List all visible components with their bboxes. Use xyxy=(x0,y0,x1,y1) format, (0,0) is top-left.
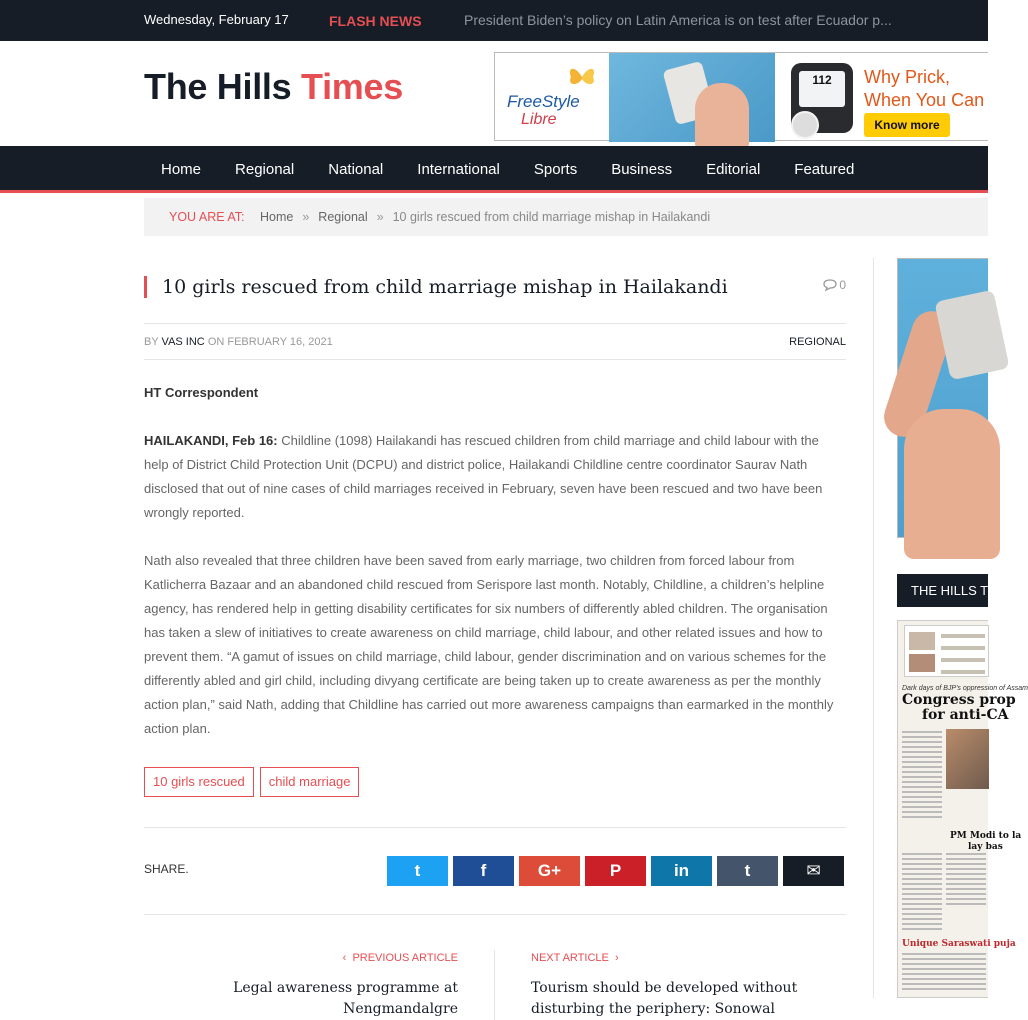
epaper-text-column xyxy=(902,853,942,933)
ad-brand-line1: FreeStyle xyxy=(507,92,580,111)
ad-photo xyxy=(609,53,775,142)
next-article-label-row xyxy=(531,950,846,966)
category-link[interactable]: REGIONAL xyxy=(789,336,846,348)
nav-item-sports[interactable]: Sports xyxy=(533,161,578,178)
logo-text-accent: Times xyxy=(301,66,403,107)
next-article-title: Tourism should be developed without disturbing the periphery: Sonowal xyxy=(531,980,798,1017)
by-label: BY xyxy=(144,336,159,348)
article-paragraph xyxy=(144,429,846,525)
glucose-meter-image xyxy=(934,290,1009,381)
previous-article-label-row xyxy=(144,950,458,966)
tag-child-marriage[interactable]: child marriage xyxy=(260,767,360,797)
epaper-text-column xyxy=(902,953,986,993)
breadcrumb xyxy=(144,198,988,236)
nav-item-home[interactable]: Home xyxy=(161,161,202,178)
email-icon: ✉ xyxy=(806,861,821,880)
nav-item-editorial[interactable]: Editorial xyxy=(706,161,761,178)
pinterest-icon: P xyxy=(609,861,622,880)
comment-count: 0 xyxy=(839,278,846,292)
flash-news-label: FLASH NEWS xyxy=(329,13,422,29)
logo-text-main: The Hills xyxy=(144,66,302,107)
share-pinterest-button[interactable] xyxy=(585,856,646,886)
twitter-icon: t xyxy=(414,861,421,880)
previous-article-label: PREVIOUS ARTICLE xyxy=(352,952,458,964)
ad-headline-line1: Why Prick, xyxy=(864,67,951,87)
palm-image xyxy=(904,409,1000,559)
epaper-subheadline xyxy=(950,831,1021,853)
ad-headline-line2: When You Can xyxy=(864,90,985,110)
nav-item-international[interactable]: International xyxy=(417,161,500,178)
nav-item-featured[interactable]: Featured xyxy=(794,161,855,178)
article-dateline: HAILAKANDI, Feb 16: xyxy=(144,433,278,448)
linkedin-icon: in xyxy=(673,861,690,880)
epaper-thumbnail[interactable] xyxy=(897,620,1028,998)
sidebar-divider xyxy=(873,258,874,998)
previous-article-link[interactable] xyxy=(144,950,495,1020)
epaper-headline xyxy=(902,693,1016,723)
top-bar xyxy=(0,0,988,41)
news-ticker-link[interactable]: President Biden’s policy on Latin America is on test after Ecuador p... xyxy=(464,12,892,28)
epaper-headline-line2: for anti-CA xyxy=(922,707,1009,723)
share-google-plus-button[interactable] xyxy=(519,856,580,886)
ad-headline xyxy=(864,66,984,112)
epaper-text-column xyxy=(902,731,942,821)
post-navigation xyxy=(144,950,846,1020)
device-reading: 112 xyxy=(799,71,845,107)
butterfly-logo-icon xyxy=(565,63,599,91)
share-buttons xyxy=(387,856,844,886)
sidebar-ad[interactable] xyxy=(897,258,988,538)
breadcrumb-home-link[interactable]: Home xyxy=(260,210,294,224)
breadcrumb-label: YOU ARE AT: xyxy=(169,210,245,224)
header-ad-banner[interactable] xyxy=(494,52,988,141)
epaper-masthead xyxy=(904,625,989,677)
breadcrumb-separator: » xyxy=(302,210,310,224)
on-label: ON xyxy=(207,336,225,348)
nav-item-national[interactable]: National xyxy=(328,161,384,178)
publish-date: FEBRUARY 16, 2021 xyxy=(227,336,333,348)
article-title-block xyxy=(144,276,846,298)
tag-10-girls-rescued[interactable]: 10 girls rescued xyxy=(144,767,254,797)
chevron-right-icon: › xyxy=(608,952,619,964)
share-label: SHARE. xyxy=(144,862,189,876)
epaper-subheadline-line1: PM Modi to la xyxy=(950,831,1022,841)
nav-item-regional[interactable]: Regional xyxy=(235,161,295,178)
ad-know-more-button[interactable]: Know more xyxy=(864,113,950,137)
epaper-headline-bottom: Unique Saraswati puja xyxy=(902,939,1016,949)
nav-item-business[interactable]: Business xyxy=(611,161,673,178)
breadcrumb-current: 10 girls rescued from child marriage mishap in Hailakandi xyxy=(392,210,711,224)
epaper-kicker: Dark days of BJP's oppression of Assam xyxy=(902,685,1028,692)
comments-link[interactable] xyxy=(823,278,846,292)
hand-image xyxy=(695,83,749,153)
article-byline: HT Correspondent xyxy=(144,385,259,400)
share-email-button[interactable] xyxy=(783,856,844,886)
share-tumblr-button[interactable] xyxy=(717,856,778,886)
breadcrumb-separator: » xyxy=(376,210,384,224)
sensor-image xyxy=(791,111,819,139)
article-paragraph-2: Nath also revealed that three children have been saved from early marriage, two children from forced labour from Katlicherra Bazaar and an abandoned child rescued from Serispore last month. Notably, Childline, a children’s helpline agency, has rendered help in getting disability certificates for six numbers of differently abled children. The organisation has taken a slew of initiatives to create awareness on child marriage, child labour, and other related issues and how to prevent them. “A gamut of issues on child marriage, child labour, gender discrimination and on various schemes for the differently abled and girl child, including divyang certificate are being taken up to create awareness as per the monthly action plan,” said Nath, adding that Childline has carried out more awareness campaigns than earmarked in the monthly action plan. xyxy=(144,553,834,736)
google-plus-icon: G+ xyxy=(537,861,562,880)
tumblr-icon: t xyxy=(744,861,751,880)
share-section xyxy=(144,827,846,915)
share-facebook-button[interactable] xyxy=(453,856,514,886)
current-date: Wednesday, February 17 xyxy=(144,12,289,27)
author-link[interactable]: VAS INC xyxy=(161,336,205,348)
article-meta xyxy=(144,323,846,360)
comments-icon xyxy=(823,279,837,291)
sidebar-section-title: THE HILLS TIMES xyxy=(897,574,988,607)
next-article-link[interactable] xyxy=(495,950,846,1020)
article-tags xyxy=(144,767,359,797)
ad-brand xyxy=(507,93,580,129)
ad-brand-line2: Libre xyxy=(521,111,557,128)
site-header xyxy=(0,41,988,146)
article-body xyxy=(144,381,846,765)
site-logo[interactable] xyxy=(144,66,403,108)
article-title: 10 girls rescued from child marriage mishap in Hailakandi xyxy=(162,276,728,298)
share-linkedin-button[interactable] xyxy=(651,856,712,886)
epaper-text-column xyxy=(946,853,986,908)
article-paragraph-1: Childline (1098) Hailakandi has rescued children from child marriage and child labour with the help of District Child Protection Unit (DCPU) and district police, Hailakandi Childline centre coordinator Saurav Nath disclosed that out of nine cases of child marriages received in February, seven have been rescued and two have been wrongly reported. xyxy=(144,433,823,520)
breadcrumb-regional-link[interactable]: Regional xyxy=(318,210,368,224)
chevron-left-icon: ‹ xyxy=(342,952,353,964)
share-twitter-button[interactable] xyxy=(387,856,448,886)
epaper-subheadline-line2: lay bas xyxy=(968,842,1003,852)
epaper-photo xyxy=(946,729,989,789)
main-nav xyxy=(0,146,988,193)
previous-article-title: Legal awareness programme at Nengmandalgre xyxy=(233,980,458,1017)
facebook-icon: f xyxy=(480,861,487,880)
next-article-label: NEXT ARTICLE xyxy=(531,952,609,964)
epaper-headline-line1: Congress prop xyxy=(902,692,1016,708)
